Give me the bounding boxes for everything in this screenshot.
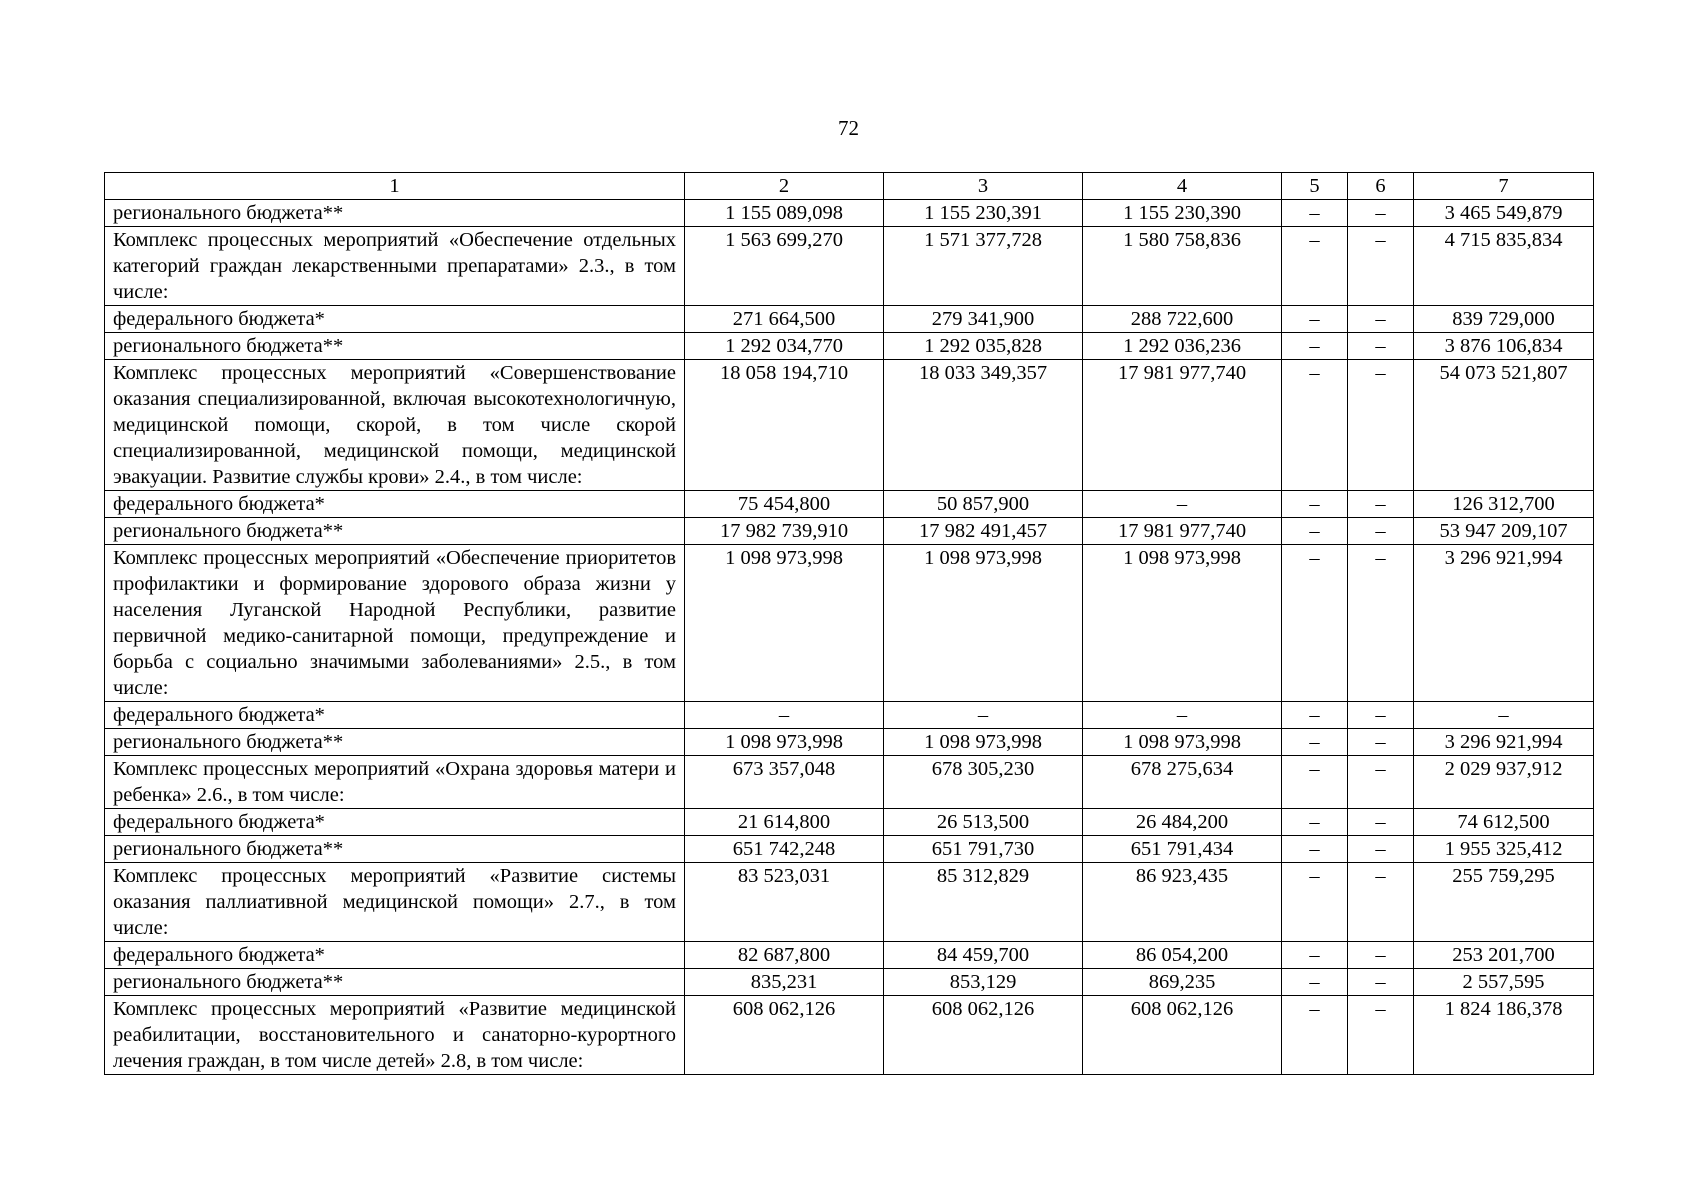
value-cell: – — [1083, 702, 1282, 729]
row-label-cell: федерального бюджета* — [105, 306, 685, 333]
value-cell: – — [1348, 545, 1414, 702]
value-cell: – — [1348, 836, 1414, 863]
value-cell: 1 580 758,836 — [1083, 227, 1282, 306]
value-cell: – — [884, 702, 1083, 729]
value-cell: 608 062,126 — [884, 996, 1083, 1075]
value-cell: – — [1282, 836, 1348, 863]
value-cell: 1 292 035,828 — [884, 333, 1083, 360]
value-cell: 86 054,200 — [1083, 942, 1282, 969]
column-header: 4 — [1083, 173, 1282, 200]
table-row — [105, 809, 1594, 836]
value-cell: 279 341,900 — [884, 306, 1083, 333]
value-cell: 50 857,900 — [884, 491, 1083, 518]
value-cell: 869,235 — [1083, 969, 1282, 996]
column-header: 5 — [1282, 173, 1348, 200]
value-cell: 1 292 034,770 — [685, 333, 884, 360]
value-cell: 82 687,800 — [685, 942, 884, 969]
table-row — [105, 756, 1594, 809]
value-cell: – — [1348, 360, 1414, 491]
value-cell: – — [1282, 756, 1348, 809]
value-cell: 2 557,595 — [1414, 969, 1594, 996]
value-cell: 4 715 835,834 — [1414, 227, 1594, 306]
row-label-cell: федерального бюджета* — [105, 809, 685, 836]
value-cell: 17 981 977,740 — [1083, 360, 1282, 491]
value-cell: – — [1282, 545, 1348, 702]
value-cell: 1 098 973,998 — [884, 545, 1083, 702]
value-cell: – — [1348, 969, 1414, 996]
value-cell: 3 876 106,834 — [1414, 333, 1594, 360]
value-cell: 253 201,700 — [1414, 942, 1594, 969]
budget-table — [104, 172, 1594, 1075]
value-cell: 1 571 377,728 — [884, 227, 1083, 306]
row-label-cell: регионального бюджета** — [105, 969, 685, 996]
value-cell: 83 523,031 — [685, 863, 884, 942]
value-cell: 608 062,126 — [1083, 996, 1282, 1075]
row-label-cell: федерального бюджета* — [105, 942, 685, 969]
value-cell: 1 155 230,391 — [884, 200, 1083, 227]
row-label-cell: Комплекс процессных мероприятий «Развитие системы оказания паллиативной медицинской помощи» 2.7., в том числе: — [105, 863, 685, 942]
column-header: 2 — [685, 173, 884, 200]
value-cell: – — [1282, 969, 1348, 996]
table-row — [105, 518, 1594, 545]
row-label-cell: регионального бюджета** — [105, 333, 685, 360]
value-cell: 1 098 973,998 — [685, 729, 884, 756]
value-cell: 17 981 977,740 — [1083, 518, 1282, 545]
page-number: 72 — [838, 116, 859, 140]
value-cell: 18 033 349,357 — [884, 360, 1083, 491]
value-cell: 126 312,700 — [1414, 491, 1594, 518]
value-cell: – — [1348, 996, 1414, 1075]
value-cell: 608 062,126 — [685, 996, 884, 1075]
value-cell: 74 612,500 — [1414, 809, 1594, 836]
value-cell: – — [1348, 809, 1414, 836]
value-cell: – — [1282, 942, 1348, 969]
value-cell: – — [1282, 863, 1348, 942]
value-cell: 17 982 739,910 — [685, 518, 884, 545]
value-cell: 678 305,230 — [884, 756, 1083, 809]
value-cell: – — [1282, 491, 1348, 518]
value-cell: 84 459,700 — [884, 942, 1083, 969]
table-row — [105, 942, 1594, 969]
value-cell: 1 098 973,998 — [1083, 729, 1282, 756]
value-cell: – — [1282, 360, 1348, 491]
value-cell: 651 742,248 — [685, 836, 884, 863]
table-row — [105, 863, 1594, 942]
value-cell: 1 155 089,098 — [685, 200, 884, 227]
row-label-cell: регионального бюджета** — [105, 200, 685, 227]
value-cell: 1 155 230,390 — [1083, 200, 1282, 227]
value-cell: – — [1348, 518, 1414, 545]
column-header: 3 — [884, 173, 1083, 200]
value-cell: 651 791,730 — [884, 836, 1083, 863]
row-label-cell: федерального бюджета* — [105, 491, 685, 518]
value-cell: 1 824 186,378 — [1414, 996, 1594, 1075]
table-row — [105, 729, 1594, 756]
value-cell: – — [1348, 756, 1414, 809]
row-label-cell: Комплекс процессных мероприятий «Обеспечение отдельных категорий граждан лекарственными препаратами» 2.3., в том числе: — [105, 227, 685, 306]
value-cell: – — [1282, 729, 1348, 756]
value-cell: 3 296 921,994 — [1414, 729, 1594, 756]
value-cell: 1 955 325,412 — [1414, 836, 1594, 863]
table-row — [105, 200, 1594, 227]
value-cell: – — [1348, 227, 1414, 306]
value-cell: 53 947 209,107 — [1414, 518, 1594, 545]
value-cell: – — [1282, 200, 1348, 227]
value-cell: – — [1083, 491, 1282, 518]
value-cell: – — [1348, 942, 1414, 969]
row-label-cell: Комплекс процессных мероприятий «Охрана здоровья матери и ребенка» 2.6., в том числе: — [105, 756, 685, 809]
value-cell: – — [1282, 809, 1348, 836]
value-cell: – — [1348, 702, 1414, 729]
table-row — [105, 491, 1594, 518]
value-cell: 1 098 973,998 — [1083, 545, 1282, 702]
table-row — [105, 227, 1594, 306]
value-cell: 678 275,634 — [1083, 756, 1282, 809]
value-cell: 21 614,800 — [685, 809, 884, 836]
value-cell: – — [1348, 729, 1414, 756]
value-cell: 26 513,500 — [884, 809, 1083, 836]
value-cell: 18 058 194,710 — [685, 360, 884, 491]
table-row — [105, 306, 1594, 333]
value-cell: 26 484,200 — [1083, 809, 1282, 836]
value-cell: 3 296 921,994 — [1414, 545, 1594, 702]
value-cell: – — [1348, 306, 1414, 333]
value-cell: – — [1348, 333, 1414, 360]
row-label-cell: Комплекс процессных мероприятий «Развитие медицинской реабилитации, восстановительного и санаторно-курортного лечения граждан, в том числе детей» 2.8, в том числе: — [105, 996, 685, 1075]
value-cell: 839 729,000 — [1414, 306, 1594, 333]
table-row — [105, 836, 1594, 863]
column-header: 6 — [1348, 173, 1414, 200]
value-cell: 288 722,600 — [1083, 306, 1282, 333]
table-row — [105, 545, 1594, 702]
value-cell: – — [1414, 702, 1594, 729]
value-cell: 17 982 491,457 — [884, 518, 1083, 545]
value-cell: – — [1282, 996, 1348, 1075]
value-cell: 2 029 937,912 — [1414, 756, 1594, 809]
row-label-cell: Комплекс процессных мероприятий «Совершенствование оказания специализированной, включая высокотехнологичную, медицинской помощи, скорой, в том числе скорой специализированной, медицинской помощи, медицинской эвакуации. Развитие службы крови» 2.4., в том числе: — [105, 360, 685, 491]
row-label-cell: регионального бюджета** — [105, 729, 685, 756]
table-row — [105, 702, 1594, 729]
value-cell: 835,231 — [685, 969, 884, 996]
value-cell: 853,129 — [884, 969, 1083, 996]
value-cell: – — [1348, 863, 1414, 942]
value-cell: 651 791,434 — [1083, 836, 1282, 863]
value-cell: 85 312,829 — [884, 863, 1083, 942]
value-cell: 75 454,800 — [685, 491, 884, 518]
row-label-cell: федерального бюджета* — [105, 702, 685, 729]
value-cell: 3 465 549,879 — [1414, 200, 1594, 227]
value-cell: – — [1282, 227, 1348, 306]
value-cell: – — [1348, 200, 1414, 227]
value-cell: 271 664,500 — [685, 306, 884, 333]
table-row — [105, 360, 1594, 491]
value-cell: 54 073 521,807 — [1414, 360, 1594, 491]
value-cell: – — [1282, 333, 1348, 360]
value-cell: – — [1348, 491, 1414, 518]
value-cell: – — [1282, 702, 1348, 729]
value-cell: 255 759,295 — [1414, 863, 1594, 942]
row-label-cell: регионального бюджета** — [105, 836, 685, 863]
table-row — [105, 969, 1594, 996]
table-row — [105, 996, 1594, 1075]
value-cell: 1 098 973,998 — [884, 729, 1083, 756]
value-cell: – — [1282, 306, 1348, 333]
column-header: 7 — [1414, 173, 1594, 200]
value-cell: 673 357,048 — [685, 756, 884, 809]
value-cell: – — [1282, 518, 1348, 545]
value-cell: 1 563 699,270 — [685, 227, 884, 306]
value-cell: – — [685, 702, 884, 729]
table-row — [105, 333, 1594, 360]
value-cell: 1 292 036,236 — [1083, 333, 1282, 360]
value-cell: 86 923,435 — [1083, 863, 1282, 942]
column-header: 1 — [105, 173, 685, 200]
table-header-row — [105, 173, 1594, 200]
row-label-cell: Комплекс процессных мероприятий «Обеспечение приоритетов профилактики и формирование здорового образа жизни у населения Луганской Народной Республики, развитие первичной медико-санитарной помощи, предупреждение и борьба с социально значимыми заболеваниями» 2.5., в том числе: — [105, 545, 685, 702]
row-label-cell: регионального бюджета** — [105, 518, 685, 545]
value-cell: 1 098 973,998 — [685, 545, 884, 702]
